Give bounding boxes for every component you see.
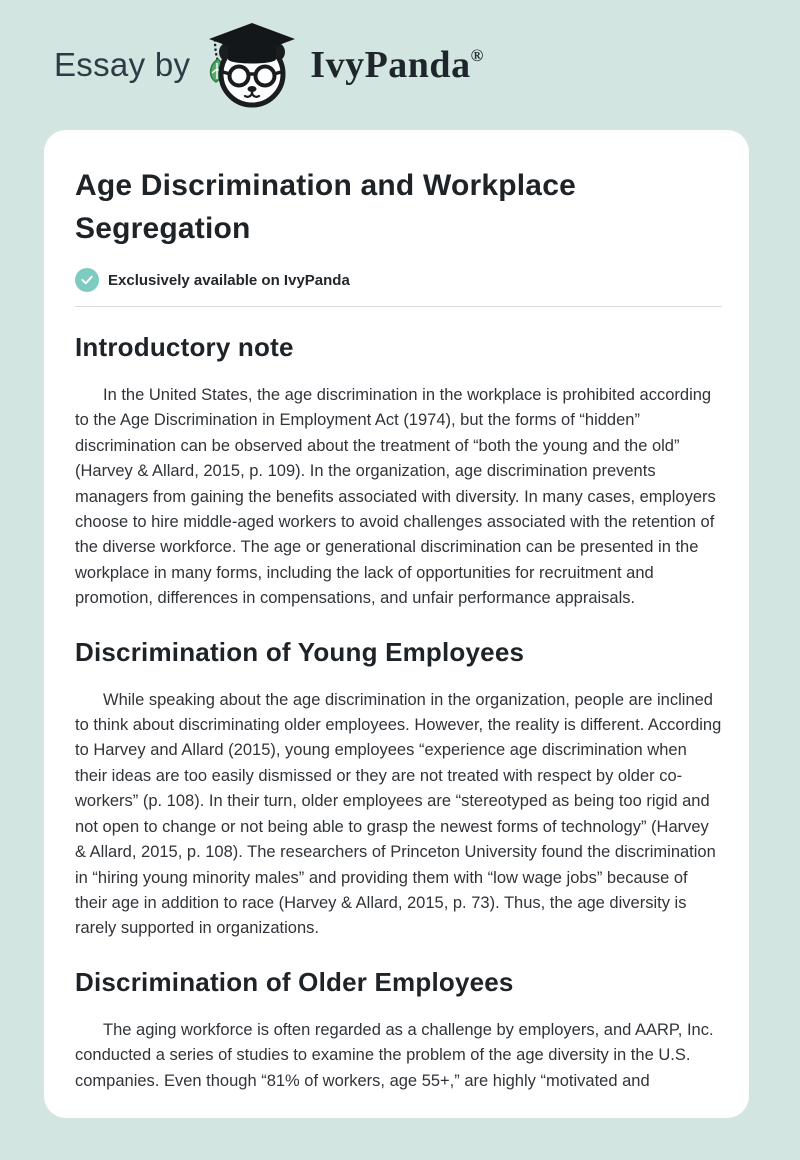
check-icon xyxy=(75,268,99,292)
essay-paragraph: While speaking about the age discrimination in the organization, people are inclined to think about discriminating older employees. However, the reality is different. According to Harvey and Allard (2015), young employees “experience age discrimination when their ideas are too easily dismissed or they are not treated with respect by older co-workers” (p. 108). In their turn, older employees are “stereotyped as being too rigid and not open to change or not being able to grasp the newest forms of technology” (Harvey & Allard, 2015, p. 108). The researchers of Princeton University found the discrimination in “hiring young minority males” and providing them with “low wage jobs” because of their age in addition to race (Harvey & Allard, 2015, p. 73). Thus, the age diversity is rarely supported in organizations. xyxy=(75,690,722,938)
section-heading: Introductory note xyxy=(75,332,294,362)
essay-card xyxy=(44,130,749,1118)
brand-text: IvyPanda xyxy=(310,44,471,86)
essay-title: Age Discrimination and Workplace Segregation xyxy=(75,169,576,245)
section-discrimination-young xyxy=(75,635,722,942)
section-heading: Discrimination of Older Employees xyxy=(75,966,514,997)
ivypanda-panda-logo-icon xyxy=(202,19,302,111)
essay-paragraph: The aging workforce is often regarded as a challenge by employers, and AARP, Inc. conducted a series of studies to examine the problem of the age diversity in the U.S. companies. Even though “81% of workers, age 55+,” are highly “motivated and xyxy=(75,1020,714,1090)
section-heading: Discrimination of Young Employees xyxy=(75,636,525,667)
site-header xyxy=(0,0,800,130)
essay-paragraph: In the United States, the age discrimination in the workplace is prohibited according to the Age Discrimination in Employment Act (1974), but the forms of “hidden” discrimination can be observed about the treatment of “both the young and the old” (Harvey & Allard, 2015, p. 109). In the organization, age discrimination prevents managers from gaining the benefits associated with diversity. In many cases, employers choose to hire middle-aged workers to avoid challenges associated with the retention of the diverse workforce. The age or generational discrimination can be presented in the workplace in many forms, including the lack of opportunities for recruitment and promotion, differences in compensations, and unfair performance appraisals. xyxy=(75,386,716,608)
exclusive-badge xyxy=(75,268,722,292)
section-discrimination-older xyxy=(75,965,722,1094)
exclusive-badge-label: Exclusively available on IvyPanda xyxy=(108,271,350,289)
section-introductory-note xyxy=(75,330,722,612)
divider xyxy=(75,306,722,307)
essay-by-label: Essay by xyxy=(54,46,191,83)
registered-mark: ® xyxy=(470,46,484,65)
brand-name[interactable] xyxy=(310,43,483,87)
